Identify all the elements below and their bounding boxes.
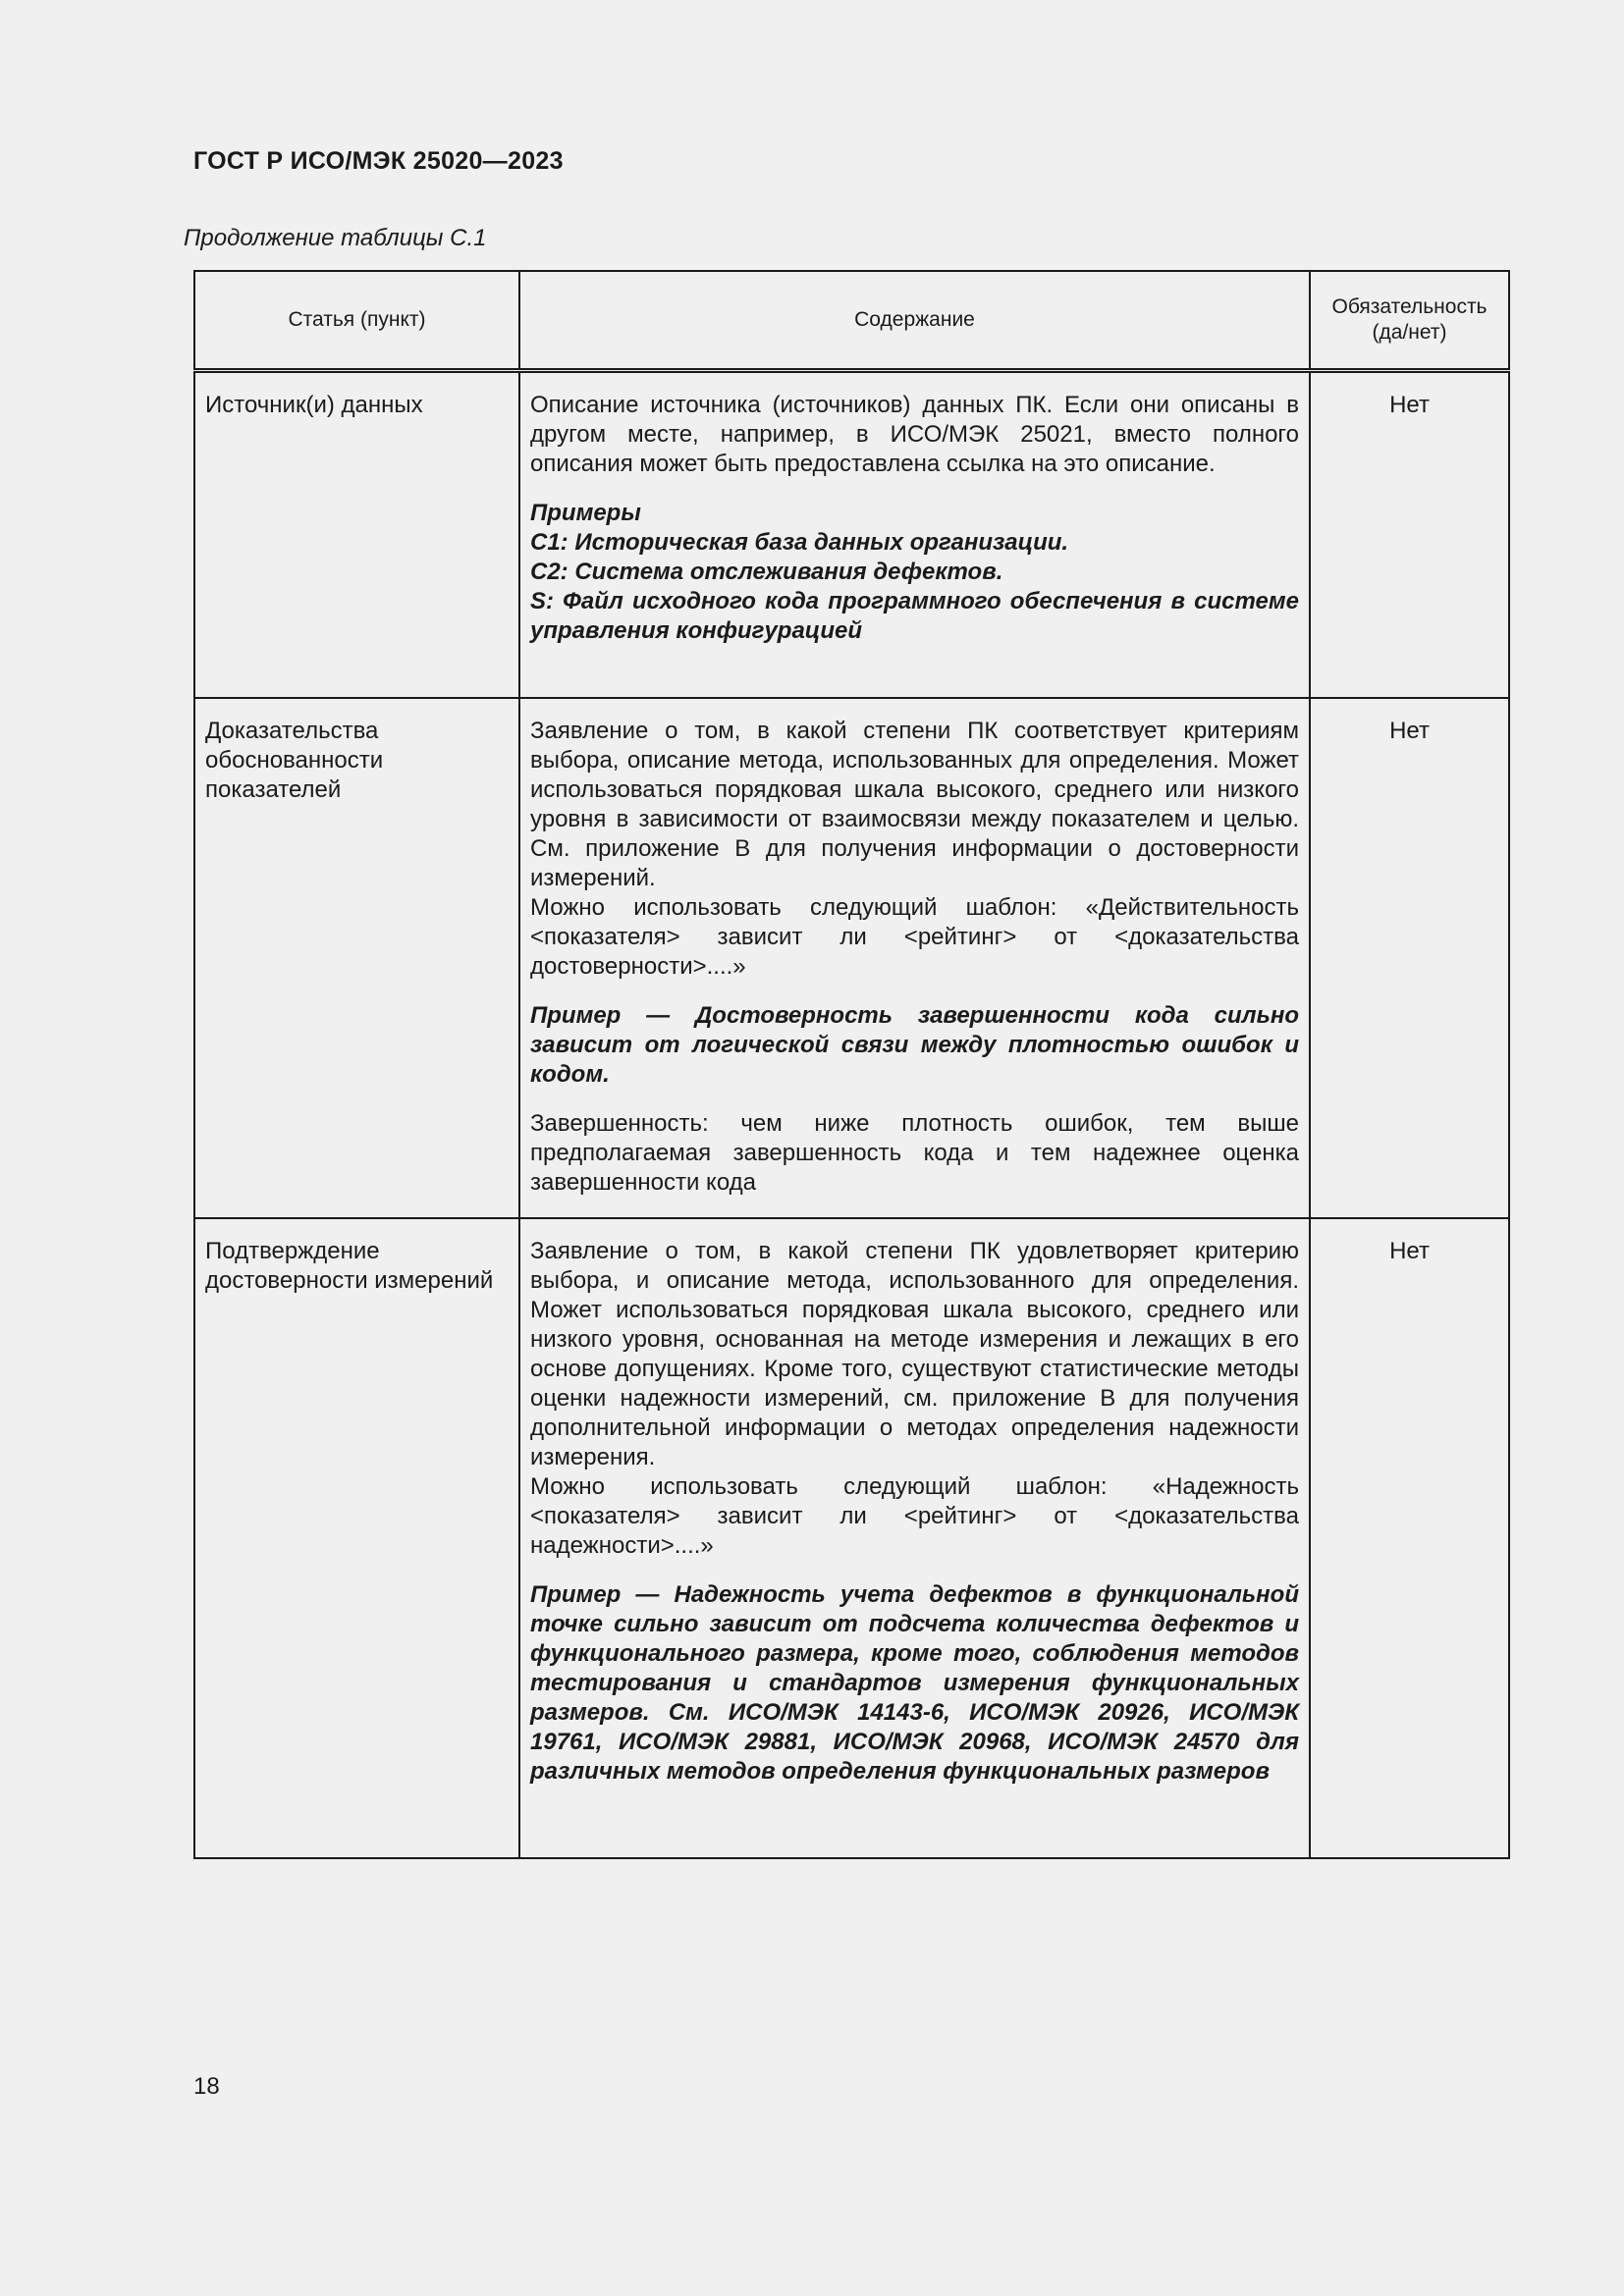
content-example: Пример — Надежность учета дефектов в функциональной точке сильно зависит от подсчета количества дефектов и функционального размера, кроме того, соблюдения методов тестирования и стандартов измерения функциональных размеров. См. ИСО/МЭК 14143-6, ИСО/МЭК 20926, ИСО/МЭК 19761, ИСО/МЭК 29881, ИСО/МЭК 20968, ИСО/МЭК 24570 для различных методов определения функциональных размеров	[530, 1580, 1299, 1785]
table-caption: Продолжение таблицы С.1	[184, 225, 487, 251]
content-example: Пример — Достоверность завершенности кода сильно зависит от логической связи между плотностью ошибок и кодом.	[530, 1001, 1299, 1088]
examples-title: Примеры	[530, 500, 641, 526]
column-header-article: Статья (пункт)	[194, 271, 519, 371]
row-article: Подтверждение достоверности измерений	[194, 1218, 519, 1858]
requirements-table	[193, 270, 1510, 1859]
column-header-content: Содержание	[519, 271, 1310, 371]
content-text-block	[530, 1237, 1299, 1561]
content-text: Описание источника (источников) данных ПК. Если они описаны в другом месте, например, в ИСО/МЭК 25021, вместо полного описания может быть предоставлена ссылка на это описание.	[530, 392, 1299, 477]
document-header: ГОСТ Р ИСО/МЭК 25020—2023	[193, 147, 564, 175]
table-header-row	[194, 271, 1509, 371]
column-header-required: Обязательность (да/нет)	[1310, 271, 1509, 371]
row-article: Источник(и) данных	[194, 371, 519, 698]
row-required: Нет	[1310, 371, 1509, 698]
row-content	[519, 698, 1310, 1218]
example-item: S: Файл исходного кода программного обеспечения в системе управления конфигурацией	[530, 588, 1299, 644]
example-item: С1: Историческая база данных организации.	[530, 529, 1069, 556]
row-article: Доказательства обоснованности показателей	[194, 698, 519, 1218]
content-text-block	[530, 717, 1299, 982]
example-item: С2: Система отслеживания дефектов.	[530, 559, 1003, 585]
content-text: Заявление о том, в какой степени ПК соответствует критериям выбора, описание метода, использованных для определения. Может использоваться порядковая шкала высокого, среднего или низкого уровня в зависимости от взаимосвязи между показателем и целью. См. приложение В для получения информации о достоверности измерений.	[530, 717, 1299, 891]
row-content	[519, 371, 1310, 698]
examples-block	[530, 499, 1299, 646]
page-number: 18	[193, 2073, 220, 2100]
content-template: Можно использовать следующий шаблон: «Надежность <показателя> зависит ли <рейтинг> от <доказательства надежности>....»	[530, 1472, 1299, 1559]
table-row	[194, 1218, 1509, 1858]
row-required: Нет	[1310, 698, 1509, 1218]
content-note: Завершенность: чем ниже плотность ошибок, тем выше предполагаемая завершенность кода и тем надежнее оценка завершенности кода	[530, 1109, 1299, 1196]
content-template: Можно использовать следующий шаблон: «Действительность <показателя> зависит ли <рейтинг> от <доказательства достоверности>....»	[530, 893, 1299, 980]
table-row	[194, 371, 1509, 698]
table-row	[194, 698, 1509, 1218]
row-content	[519, 1218, 1310, 1858]
row-required: Нет	[1310, 1218, 1509, 1858]
content-text: Заявление о том, в какой степени ПК удовлетворяет критерию выбора, и описание метода, использованного для определения. Может использоваться порядковая шкала высокого, среднего или низкого уровня, основанная на методе измерения и лежащих в его основе допущениях. Кроме того, существуют статистические методы оценки надежности измерений, см. приложение В для получения дополнительной информации о методах определения надежности измерения.	[530, 1237, 1299, 1470]
